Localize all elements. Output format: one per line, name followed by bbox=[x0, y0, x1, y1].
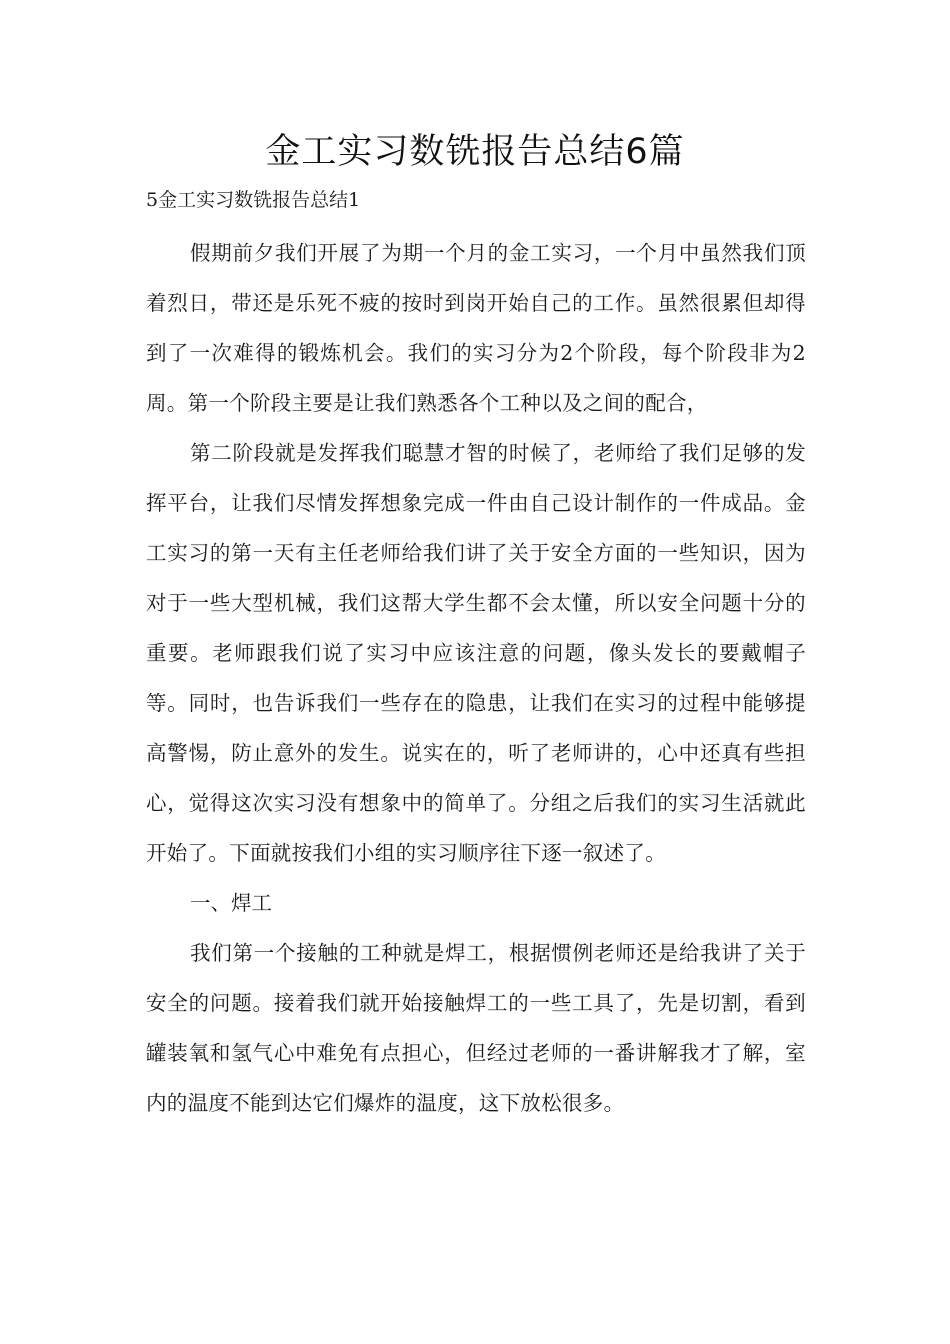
section-heading: 一、焊工 bbox=[190, 891, 272, 915]
paragraph-1: 假期前夕我们开展了为期一个月的金工实习，一个月中虽然我们顶着烈日，带还是乐死不疲的按时到岗开始自己的工作。虽然很累但却得到了一次难得的锻炼机会。我们的实习分为2个阶段，每个阶段非为2周。第一个阶段主要是让我们熟悉各个工种以及之间的配合， bbox=[146, 241, 806, 415]
document-title: 金工实习数铣报告总结6篇 bbox=[265, 132, 685, 172]
document-body bbox=[146, 228, 806, 1128]
section-paragraph: 我们第一个接触的工种就是焊工，根据惯例老师还是给我讲了关于安全的问题。接着我们就开始接触焊工的一些工具了，先是切割，看到罐装氧和氢气心中难免有点担心，但经过老师的一番讲解我才了解，室内的温度不能到达它们爆炸的温度，这下放松很多。 bbox=[146, 941, 806, 1115]
document-subtitle: 5金工实习数铣报告总结1 bbox=[146, 189, 361, 211]
paragraph-2: 第二阶段就是发挥我们聪慧才智的时候了，老师给了我们足够的发挥平台，让我们尽情发挥想象完成一件由自己设计制作的一件成品。金工实习的第一天有主任老师给我们讲了关于安全方面的一些知识，因为对于一些大型机械，我们这帮大学生都不会太懂，所以安全问题十分的重要。老师跟我们说了实习中应该注意的问题，像头发长的要戴帽子等。同时，也告诉我们一些存在的隐患，让我们在实习的过程中能够提高警惕，防止意外的发生。说实在的，听了老师讲的，心中还真有些担心，觉得这次实习没有想象中的简单了。分组之后我们的实习生活就此开始了。下面就按我们小组的实习顺序往下逐一叙述了。 bbox=[146, 441, 806, 865]
